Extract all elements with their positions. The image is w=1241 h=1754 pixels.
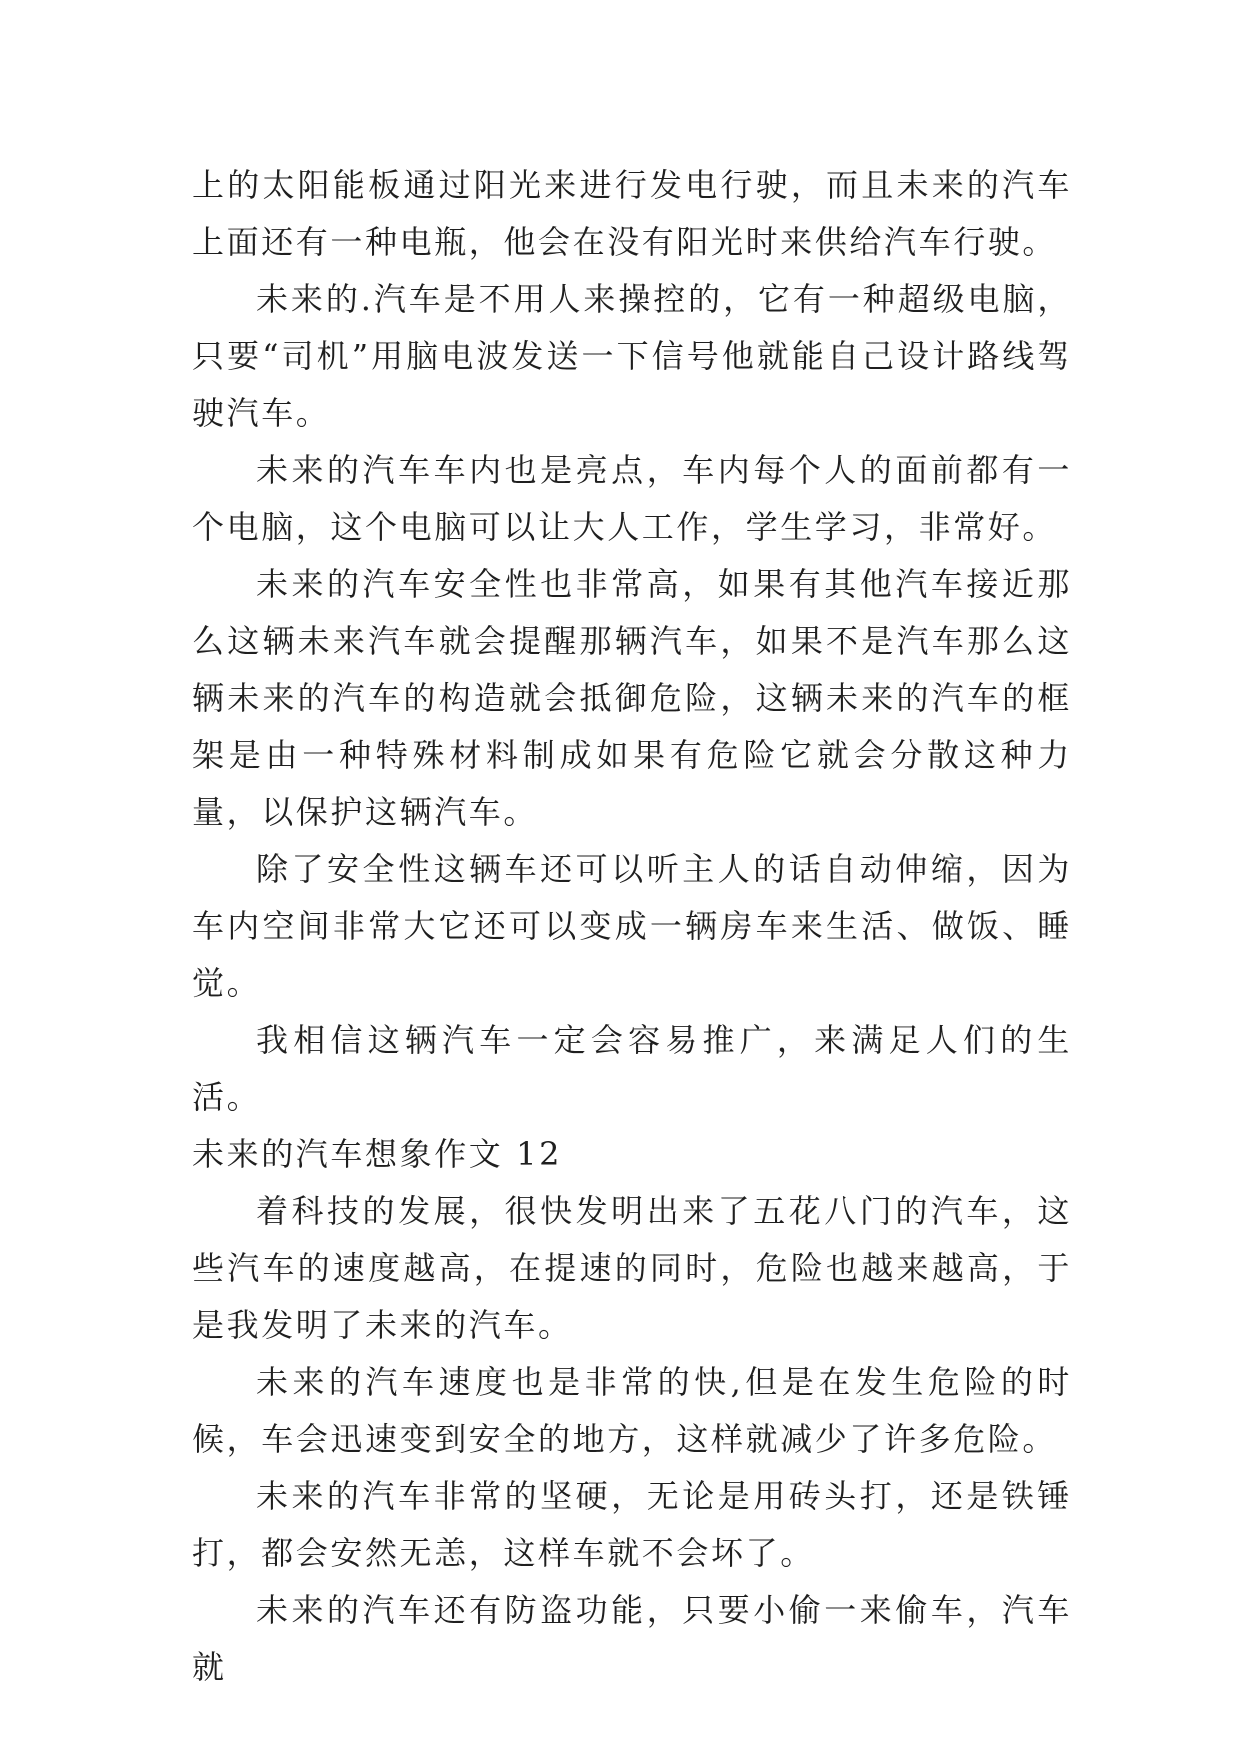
paragraph-6: 我相信这辆汽车一定会容易推广，来满足人们的生活。	[192, 1021, 1072, 1116]
paragraph-8: 未来的汽车速度也是非常的快,但是在发生危险的时候，车会迅速变到安全的地方，这样就减少了许多危险。	[192, 1363, 1072, 1458]
paragraph-5: 除了安全性这辆车还可以听主人的话自动伸缩，因为车内空间非常大它还可以变成一辆房车来生活、做饭、睡觉。	[192, 850, 1072, 1002]
paragraph-10: 未来的汽车还有防盗功能，只要小偷一来偷车，汽车就	[192, 1591, 1072, 1686]
paragraph-9: 未来的汽车非常的坚硬，无论是用砖头打，还是铁锤打，都会安然无恙，这样车就不会坏了。	[192, 1477, 1072, 1572]
paragraph-1: 上的太阳能板通过阳光来进行发电行驶，而且未来的汽车上面还有一种电瓶，他会在没有阳光时来供给汽车行驶。	[192, 166, 1072, 261]
paragraph-7: 着科技的发展，很快发明出来了五花八门的汽车，这些汽车的速度越高，在提速的同时，危险也越来越高，于是我发明了未来的汽车。	[192, 1192, 1072, 1344]
document-body	[192, 157, 1072, 1696]
paragraph-3: 未来的汽车车内也是亮点，车内每个人的面前都有一个电脑，这个电脑可以让大人工作，学生学习，非常好。	[192, 451, 1072, 546]
paragraph-2: 未来的.汽车是不用人来操控的，它有一种超级电脑，只要“司机”用脑电波发送一下信号他就能自己设计路线驾驶汽车。	[192, 280, 1072, 432]
paragraph-4: 未来的汽车安全性也非常高，如果有其他汽车接近那么这辆未来汽车就会提醒那辆汽车，如果不是汽车那么这辆未来的汽车的构造就会抵御危险，这辆未来的汽车的框架是由一种特殊材料制成如果有危险它就会分散这种力量，以保护这辆汽车。	[192, 565, 1072, 831]
section-title: 未来的汽车想象作文 12	[192, 1135, 563, 1173]
